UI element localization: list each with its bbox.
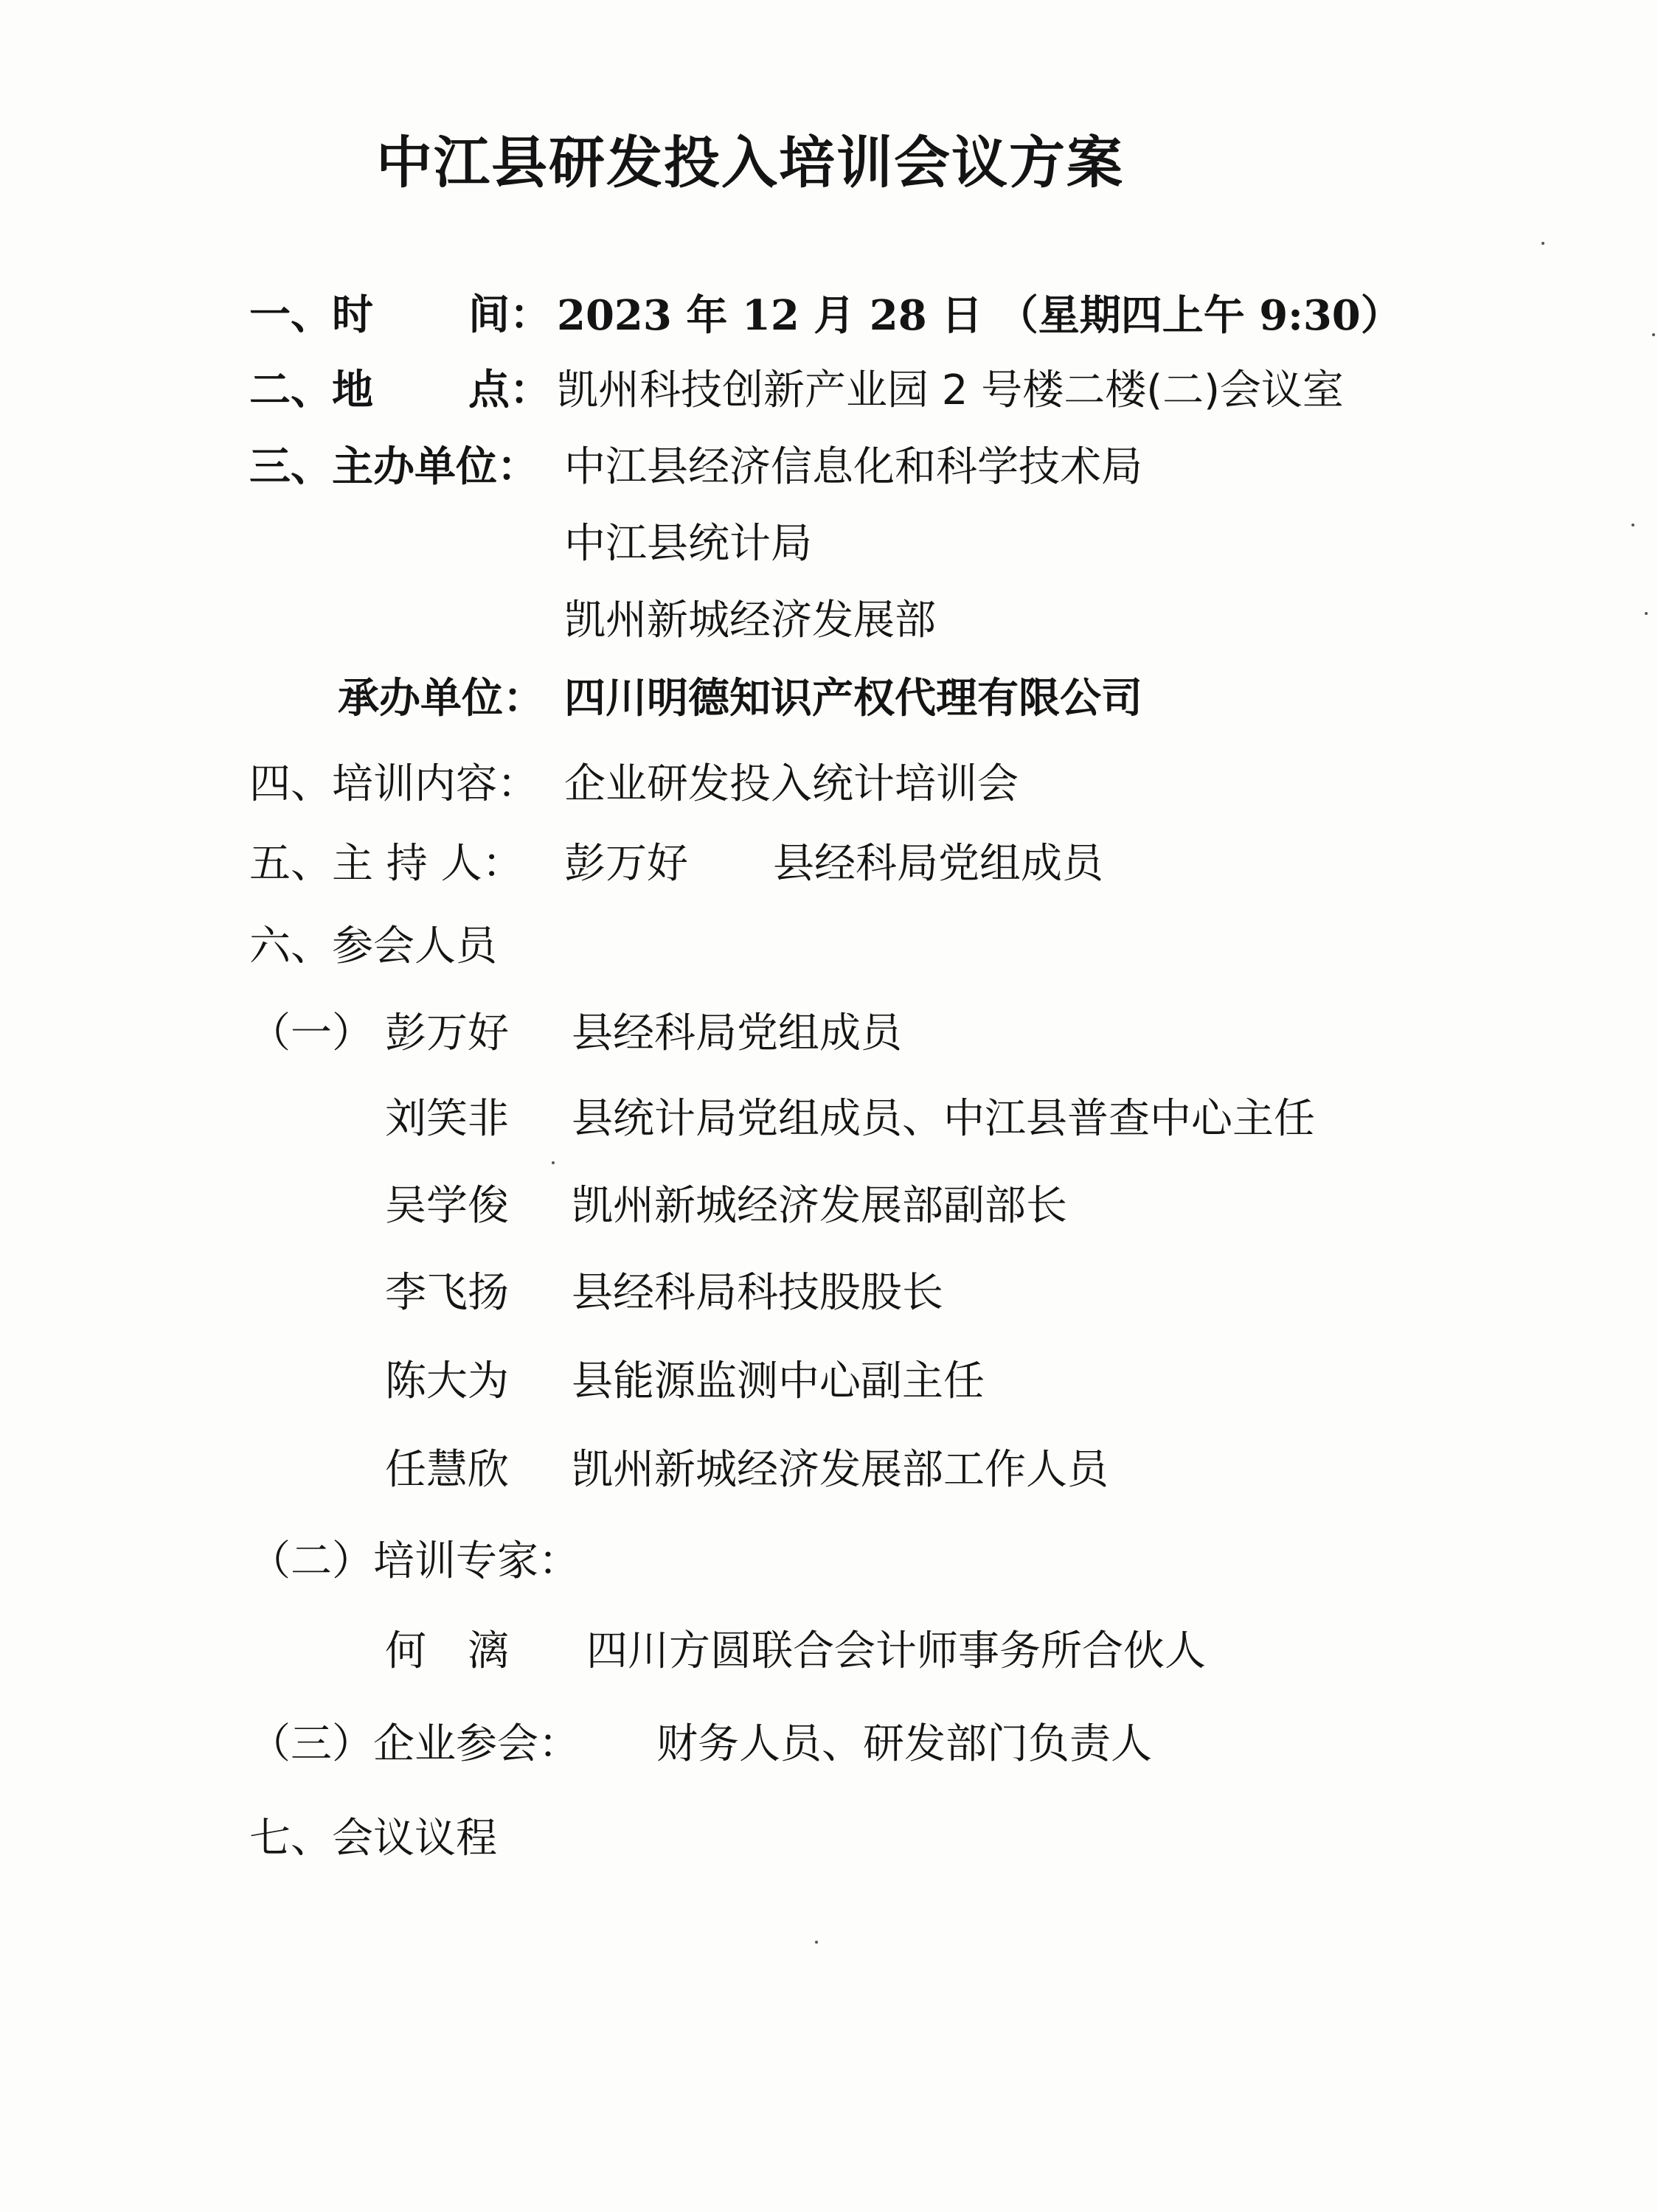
group3-value: 财务人员、研发部门负责人	[656, 1720, 1152, 1768]
time-value: 2023 年 12 月 28 日 （星期四上午 9:30）	[557, 291, 1402, 340]
time-label-a: 一、时	[249, 291, 373, 339]
person-name: 任慧欣	[385, 1446, 509, 1494]
person-name: 陈大为	[385, 1357, 509, 1405]
expert-role: 四川方圆联合会计师事务所合伙人	[586, 1627, 1206, 1675]
group1-label: （一）	[249, 1009, 373, 1057]
host-org-3: 凯州新城经济发展部	[564, 597, 936, 644]
document-title: 中江县研发投入培训会议方案	[376, 130, 1124, 195]
person-name: 吴学俊	[385, 1182, 509, 1230]
person-name: 彭万好	[385, 1009, 509, 1057]
scan-speck	[815, 1941, 818, 1944]
organizer-value: 四川明德知识产权代理有限公司	[564, 675, 1142, 723]
group2-label: （二）培训专家：	[249, 1537, 580, 1585]
person-role: 凯州新城经济发展部工作人员	[572, 1446, 1109, 1494]
person-role: 县经科局党组成员	[572, 1009, 902, 1057]
person-role: 凯州新城经济发展部副部长	[572, 1182, 1067, 1230]
host-org-1: 中江县经济信息化和科学技术局	[564, 443, 1142, 491]
person-role: 县经科局科技股股长	[572, 1269, 943, 1317]
scan-speck	[1645, 612, 1648, 615]
content-label: 四、培训内容：	[249, 760, 538, 808]
time-label-b: 间：	[468, 291, 551, 339]
moderator-name: 彭万好	[564, 840, 688, 888]
participants-label: 六、参会人员	[249, 922, 497, 970]
place-label-b: 点：	[468, 366, 551, 414]
expert-name: 何 漓	[385, 1627, 509, 1675]
scan-speck	[1541, 242, 1544, 245]
person-role: 县统计局党组成员、中江县普查中心主任	[572, 1095, 1315, 1143]
agenda-label: 七、会议议程	[249, 1815, 497, 1863]
organizer-label: 承办单位：	[338, 675, 544, 723]
scan-speck	[1631, 524, 1634, 526]
moderator-role: 县经科局党组成员	[773, 840, 1103, 888]
place-label-a: 二、地	[249, 366, 373, 414]
host-org-2: 中江县统计局	[564, 520, 812, 568]
scan-speck	[552, 1161, 555, 1164]
group3-label: （三）企业参会：	[249, 1720, 580, 1768]
person-name: 刘笑非	[385, 1095, 509, 1143]
content-value: 企业研发投入统计培训会	[564, 760, 1019, 808]
host-org-label: 三、主办单位：	[249, 443, 538, 491]
place-value: 凯州科技创新产业园 2 号楼二楼(二)会议室	[557, 366, 1344, 414]
moderator-label: 五、主 持 人：	[249, 840, 524, 888]
person-role: 县能源监测中心副主任	[572, 1357, 985, 1405]
person-name: 李飞扬	[385, 1269, 509, 1317]
scan-speck	[1652, 333, 1655, 336]
